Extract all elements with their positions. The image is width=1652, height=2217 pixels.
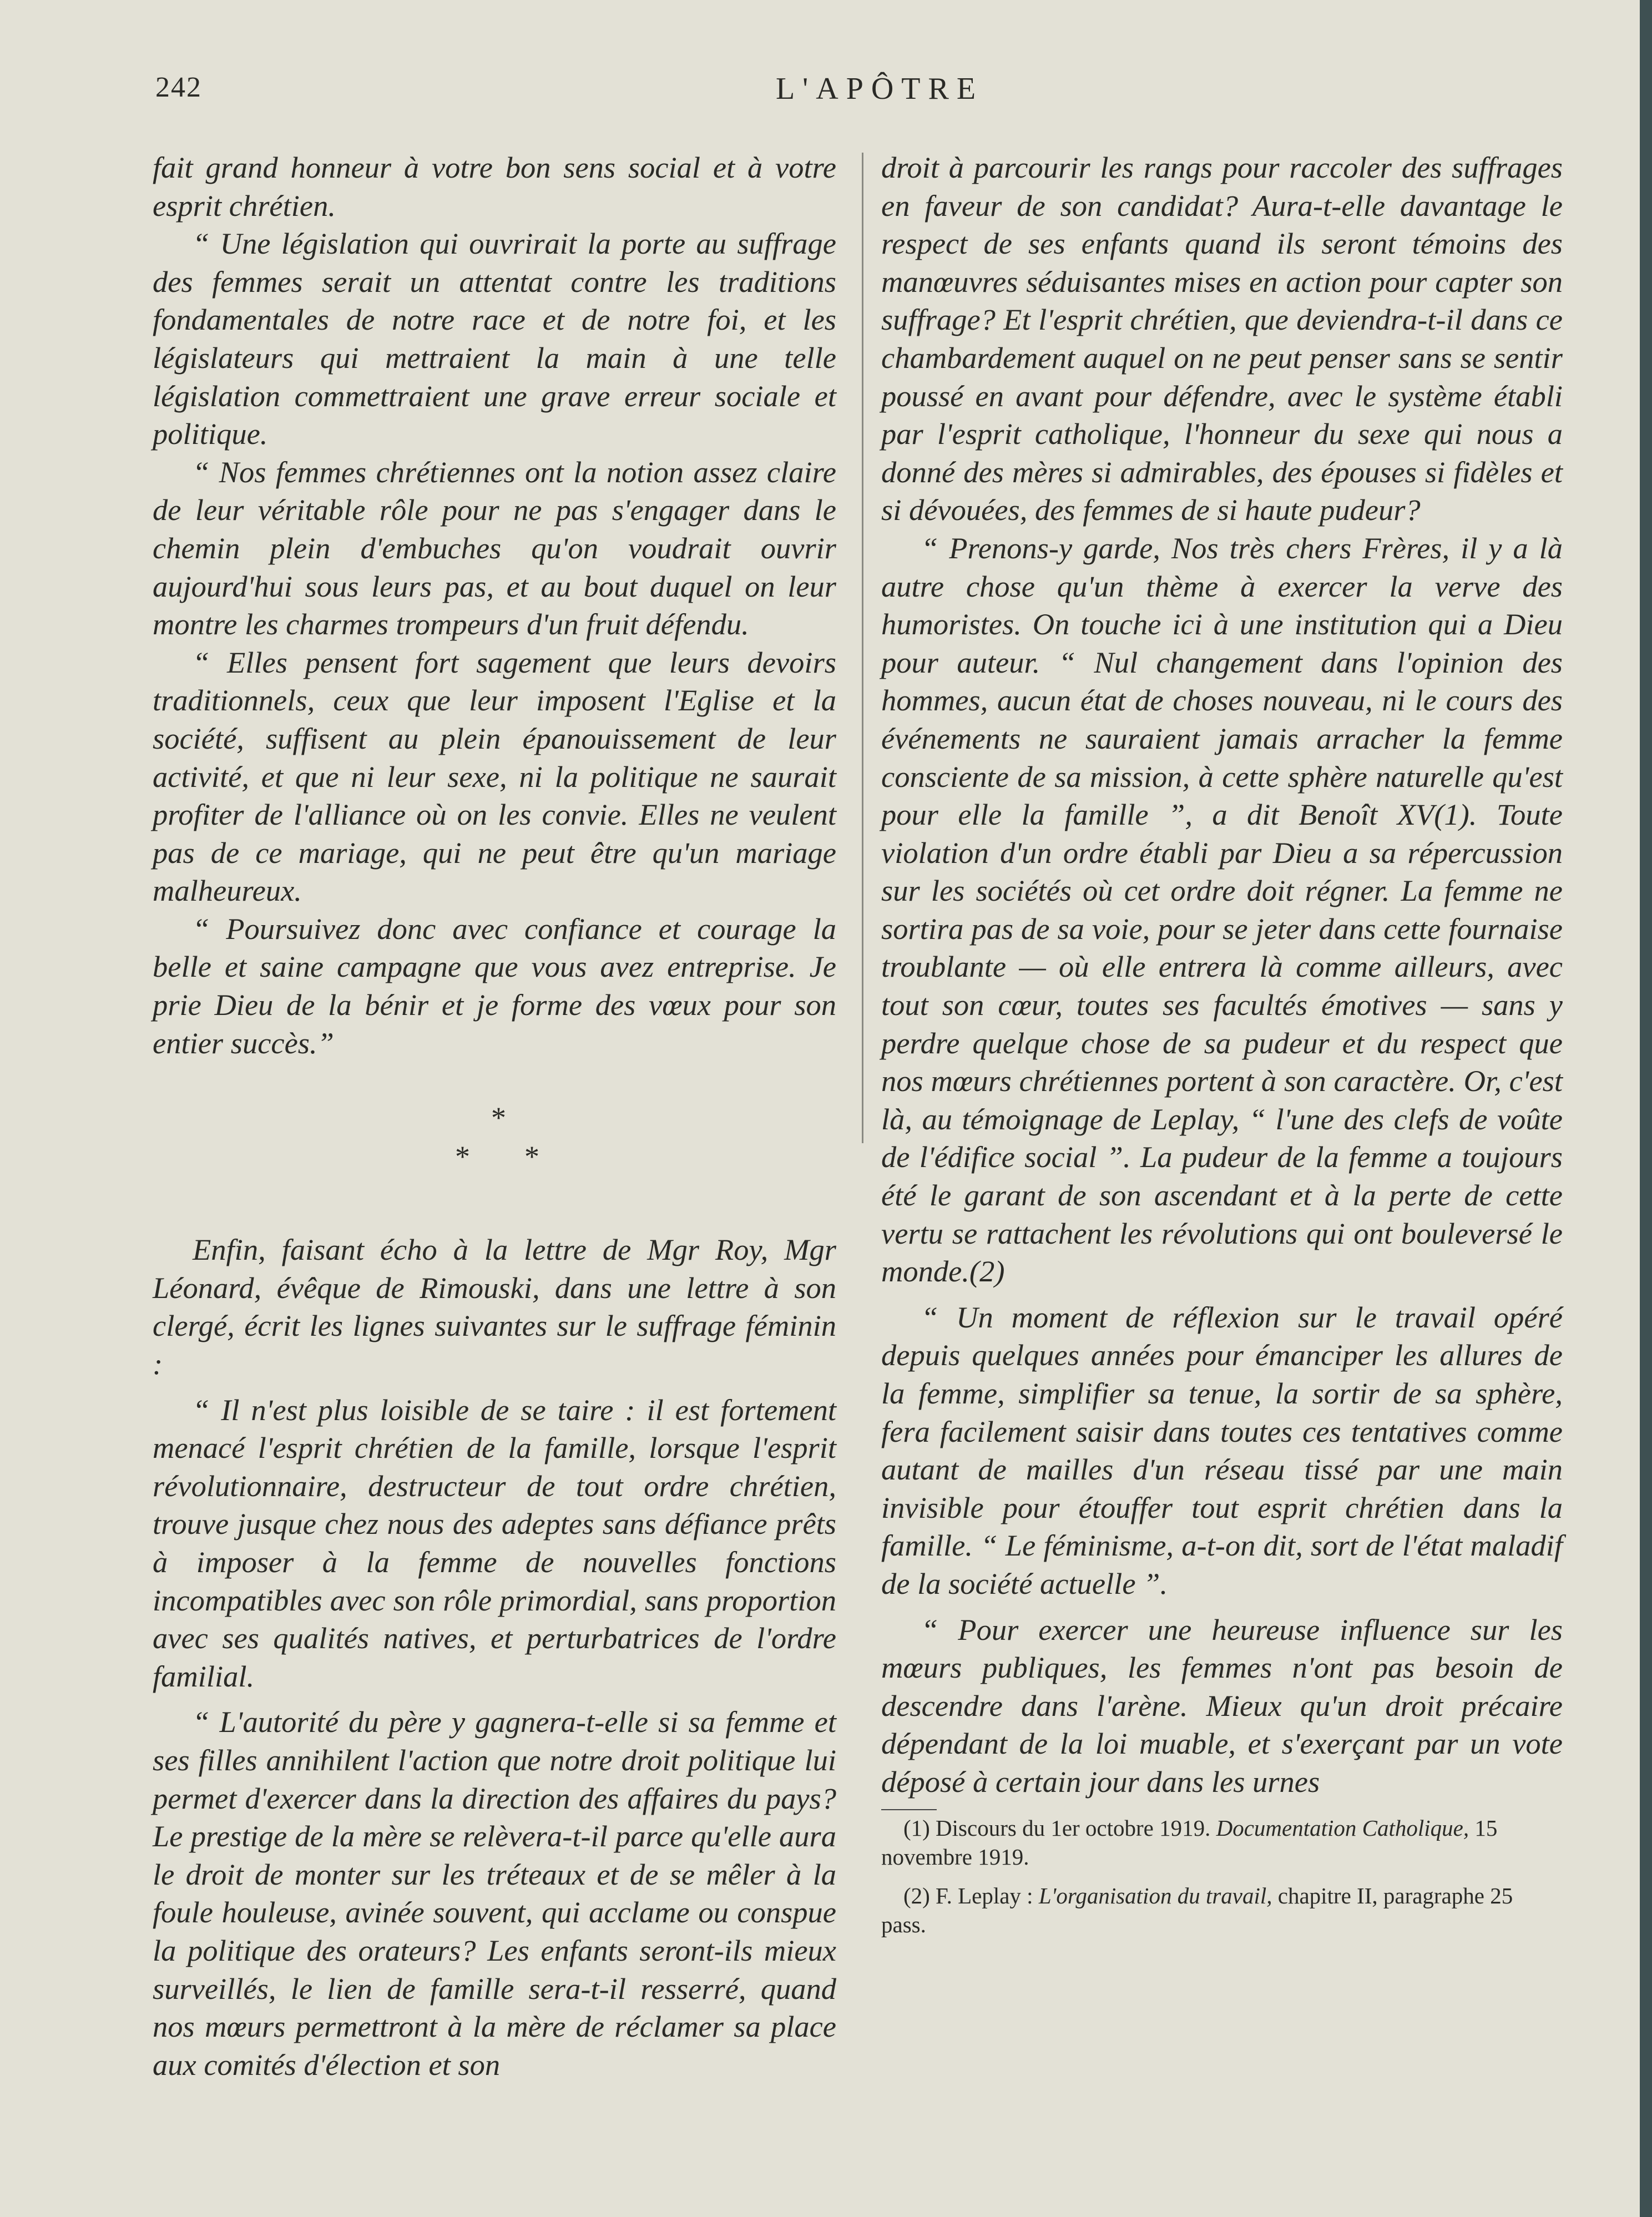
footnote-rest: chapitre II, paragraphe 25 pass. <box>881 1882 1513 1937</box>
asterisk-left: * <box>455 1140 470 1174</box>
running-title: L'APÔTRE <box>775 72 984 106</box>
footnote-1 <box>881 1814 1563 1871</box>
paragraph: fait grand honneur à votre bon sens social et à votre esprit chrétien. <box>153 150 836 223</box>
page-edge-shadow <box>1640 0 1652 2217</box>
footnotes <box>881 1814 1563 1939</box>
footnote-2 <box>881 1881 1563 1939</box>
footnote-title: L'organisation du travail, <box>1038 1882 1272 1908</box>
page-header <box>155 71 1604 115</box>
asterisk-right: * <box>524 1140 539 1174</box>
footnote-rule <box>881 1809 937 1810</box>
paragraph: “ Poursuivez donc avec confiance et courage la belle et saine campagne que vous avez entreprise. Je prie Dieu de la bénir et je forme des vœux pour son entier succès.” <box>153 911 836 1060</box>
column-divider <box>862 153 863 1143</box>
paragraph: “ Elles pensent fort sagement que leurs devoirs traditionnels, ceux que leur imposent l'Eglise et la société, suffisent au plein épanouissement de leur activité, et que ni leur sexe, ni la politique ne saurait profiter de l'alliance où on les convie. Elles ne veulent pas de ce mariage, qui ne peut être qu'un mariage malheureux. <box>153 645 836 908</box>
paragraph: “ Une législation qui ouvrirait la porte au suffrage des femmes serait un attentat contre les traditions fondamentales de notre race et de notre foi, et les législateurs qui mettraient la main à une telle législation commettraient une grave erreur sociale et politique. <box>153 226 836 451</box>
asterisk-top: * <box>491 1101 506 1135</box>
footnote-text: (2) F. Leplay : <box>903 1882 1039 1908</box>
left-column <box>153 149 836 2084</box>
paragraph: “ Un moment de réflexion sur le travail opéré depuis quelques années pour émanciper les allures de la femme, simplifier sa tenue, la sortir de sa sphère, fera facilement saisir dans toutes ces tentatives comme autant de mailles d'un réseau tissé par une main invisible pour étouffer tout esprit chrétien dans la famille. “ Le féminisme, a-t-on dit, sort de l'état maladif de la société actuelle ”. <box>881 1300 1563 1600</box>
paragraph: “ Prenons-y garde, Nos très chers Frères, il y a là autre chose qu'un thème à exercer la verve des humoristes. On touche ici à une institution qui a Dieu pour auteur. “ Nul changement dans l'opinion des hommes, aucun état de choses nouveau, ni le cours des événements ne sauraient jamais arracher la femme consciente de sa mission, à cette sphère naturelle qu'est pour elle la famille ”, a dit Benoît XV(1). Toute violation d'un ordre établi par Dieu a sa répercussion sur les sociétés où cet ordre doit régner. La femme ne sortira pas de sa voie, pour se jeter dans cette fournaise troublante — où elle entrera là comme ailleurs, avec tout son cœur, toutes ses facultés émotives — sans y perdre quelque chose de sa pudeur et du respect que nos mœurs chrétiennes portent à son caractère. Or, c'est là, au témoignage de Leplay, “ l'une des clefs de voûte de l'édifice social ”. La pudeur de la femme a toujours été le garant de son ascendant et à la perte de cette vertu se rattachent les révolutions qui ont bouleversé le monde.(2) <box>881 531 1563 1289</box>
footnote-source: Documentation Catholique, <box>1216 1815 1469 1841</box>
paragraph: “ Pour exercer une heureuse influence sur les mœurs publiques, les femmes n'ont pas besoin de descendre dans l'arène. Mieux qu'un droit précaire dépendant de la loi muable, et s'exerçant par un vote déposé à certain jour dans les urnes <box>881 1612 1563 1799</box>
section-asterism <box>153 1099 836 1182</box>
page-number: 242 <box>155 72 202 103</box>
paragraph: droit à parcourir les rangs pour raccoler des suffrages en faveur de son candidat? Aura-t-elle davantage le respect de ses enfants quand ils seront témoins des manœuvres séduisantes mises en action pour capter son suffrage? Et l'esprit chrétien, que deviendra-t-il dans ce chambardement auquel on ne peut penser sans se sentir poussé en avant pour défendre, avec le système établi par l'esprit catholique, l'honneur du sexe qui nous a donné des mères si admirables, des épouses si fidèles et si dévouées, des femmes de si haute pudeur? <box>881 150 1563 527</box>
paragraph: “ Il n'est plus loisible de se taire : il est fortement menacé l'esprit chrétien de la famille, lorsque l'esprit révolutionnaire, destructeur de tout ordre chrétien, trouve jusque chez nous des adeptes sans défiance prêts à imposer à la femme de nouvelles fonctions incompatibles avec son rôle primordial, sans proportion avec ses qualités natives, et perturbatrices de l'ordre familial. <box>153 1392 836 1693</box>
paragraph: “ L'autorité du père y gagnera-t-elle si sa femme et ses filles annihilent l'action que notre droit politique lui permet d'exercer dans la direction des affaires du pays? Le prestige de la mère se relèvera-t-il parce qu'elle aura le droit de monter sur les tréteaux et de se mêler à la foule houleuse, avinée souvent, qui acclame ou conspue la politique des orateurs? Les enfants seront-ils mieux surveillés, le lien de famille sera-t-il resserré, quand nos mœurs permettront à la mère de réclamer sa place aux comités d'élection et son <box>153 1705 836 2082</box>
footnote-date: 15 novembre 1919. <box>881 1815 1498 1870</box>
footnote-text: (1) Discours du 1er octobre 1919. <box>903 1815 1216 1841</box>
right-column <box>881 149 1563 1939</box>
paragraph: Enfin, faisant écho à la lettre de Mgr Roy, Mgr Léonard, évêque de Rimouski, dans une lettre à son clergé, écrit les lignes suivantes sur le suffrage féminin : <box>153 1233 836 1381</box>
paragraph: “ Nos femmes chrétiennes ont la notion assez claire de leur véritable rôle pour ne pas s'engager dans le chemin plein d'embuches qu'on voudrait ouvrir aujourd'hui sous leurs pas, et au bout duquel on leur montre les charmes trompeurs d'un fruit défendu. <box>153 454 836 642</box>
